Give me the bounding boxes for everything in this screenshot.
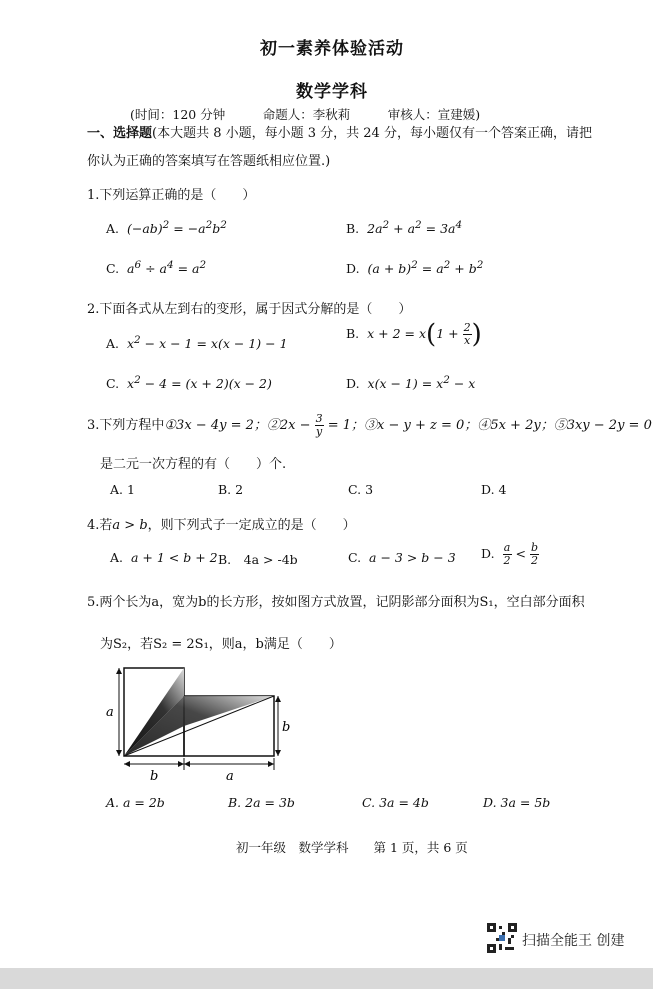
q2-d-expr: $x(x - 1) = x^2 - x$ bbox=[367, 374, 476, 392]
q4-stem-suffix: ，则下列式子一定成立的是（ ） bbox=[147, 518, 356, 533]
arrowhead bbox=[116, 668, 122, 674]
q1-option-c bbox=[106, 259, 206, 276]
arrowhead bbox=[124, 761, 130, 767]
q2-option-a bbox=[106, 334, 288, 351]
q2-b-expr: x + 2 = x(1 + $\frac{2}{x}$ ) bbox=[367, 319, 482, 350]
option-label: A. bbox=[106, 221, 120, 237]
q1-option-d bbox=[346, 259, 483, 276]
q3-stem-prefix: 3.下列方程中 bbox=[87, 418, 165, 433]
option-label: C. bbox=[106, 376, 120, 392]
exam-info: (时间：120 分钟 命题人：李秋莉 审核人：宣建媛) bbox=[130, 107, 481, 122]
option-label: B. bbox=[346, 326, 360, 341]
page-title: 初一素养体验活动 bbox=[260, 39, 404, 59]
question-3-stem bbox=[87, 413, 652, 438]
option-label: C. bbox=[348, 550, 362, 565]
question-4-stem bbox=[87, 514, 356, 533]
label-a-left: a bbox=[106, 705, 114, 720]
option-label: B. bbox=[346, 221, 360, 237]
section-heading: 一、选择题 bbox=[87, 126, 153, 141]
q3-option-c: C. 3 bbox=[348, 482, 374, 497]
arrowhead bbox=[275, 696, 281, 702]
q5-rectangles-figure bbox=[100, 660, 290, 784]
scanner-stamp-text: 扫描全能王 创建 bbox=[522, 933, 625, 949]
q3-option-b: B. 2 bbox=[218, 482, 244, 497]
question-1-stem: 1.下列运算正确的是（ ） bbox=[87, 188, 256, 203]
question-5-stem-line1: 5.两个长为a，宽为b的长方形，按如图方式放置，记阴影部分面积为S₁，空白部分面积 bbox=[87, 595, 585, 610]
q1-option-b bbox=[346, 219, 462, 236]
arrowhead bbox=[184, 761, 190, 767]
q4-option-d bbox=[481, 542, 539, 567]
bottom-gray-bar bbox=[0, 968, 653, 989]
q4-a-expr: a + 1 < b + 2 bbox=[130, 550, 218, 565]
option-label: D. bbox=[481, 546, 495, 561]
q3-option-a: A. 1 bbox=[110, 482, 135, 497]
q1-a-expr: $(-ab)^2 = -a^2b^2$ bbox=[126, 219, 227, 237]
question-3-stem-line2: 是二元一次方程的有（ ）个. bbox=[100, 457, 287, 472]
page-footer: 初一年级 数学学科 第 1 页，共 6 页 bbox=[236, 840, 468, 855]
q1-b-expr: $2a^2 + a^2 = 3a^4$ bbox=[367, 219, 463, 237]
q5-option-c: C. 3a = 4b bbox=[362, 795, 429, 810]
q2-option-b bbox=[346, 319, 482, 350]
arrowhead bbox=[178, 761, 184, 767]
q4-c-expr: a − 3 > b − 3 bbox=[369, 550, 456, 565]
q4-condition: a > b bbox=[112, 518, 148, 533]
label-b-right: b bbox=[282, 720, 290, 735]
q2-a-expr: $x^2 - x - 1 = x(x - 1) - 1$ bbox=[126, 334, 288, 352]
q3-equations: ①3x − 4y = 2；②2x − $\frac{3}{y}$ = 1；③x − y + z = 0；④5x + 2y；⑤3xy − 2y = 0 bbox=[164, 412, 652, 438]
qr-code-icon bbox=[487, 923, 517, 953]
arrowhead bbox=[275, 750, 281, 756]
question-2-stem: 2.下面各式从左到右的变形，属于因式分解的是（ ） bbox=[87, 302, 412, 317]
q1-d-expr: $(a + b)^2 = a^2 + b^2$ bbox=[367, 259, 484, 277]
q2-option-d bbox=[346, 374, 475, 391]
q4-option-a bbox=[110, 550, 218, 565]
q3-option-d: D. 4 bbox=[481, 482, 507, 497]
q5-option-b: B. 2a = 3b bbox=[228, 795, 295, 810]
q4-option-b: B. 4a > -4b bbox=[218, 552, 298, 567]
q1-c-expr: $a^6 \div a^4 = a^2$ bbox=[127, 259, 207, 277]
label-b-bottom: b bbox=[150, 769, 159, 784]
arrowhead bbox=[116, 750, 122, 756]
section-desc-line1: (本大题共 8 小题，每小题 3 分，共 24 分，每小题仅有一个答案正确，请把 bbox=[152, 126, 592, 141]
section-intro bbox=[87, 122, 592, 141]
q4-d-expr: $\frac{a}{2}$ < $\frac{b}{2}$ bbox=[503, 541, 538, 567]
q5-option-d: D. 3a = 5b bbox=[483, 795, 551, 810]
q2-c-expr: $x^2 - 4 = (x + 2)(x - 2)$ bbox=[127, 374, 272, 392]
q1-option-a bbox=[106, 219, 227, 236]
option-label: D. bbox=[346, 261, 360, 277]
page-subtitle: 数学学科 bbox=[296, 82, 368, 102]
option-label: A. bbox=[110, 550, 124, 565]
q5-option-a: A. a = 2b bbox=[106, 795, 165, 810]
q4-stem-prefix: 4.若 bbox=[87, 518, 113, 533]
option-label: C. bbox=[106, 261, 120, 277]
section-desc-line2: 你认为正确的答案填写在答题纸相应位置.) bbox=[87, 154, 331, 169]
option-label: A. bbox=[106, 336, 120, 352]
option-label: D. bbox=[346, 376, 360, 392]
arrowhead bbox=[268, 761, 274, 767]
q4-option-c bbox=[348, 550, 456, 565]
question-5-stem-line2: 为S₂，若S₂ = 2S₁，则a，b满足（ ） bbox=[100, 637, 342, 652]
q2-option-c bbox=[106, 374, 272, 391]
label-a-bottom: a bbox=[226, 769, 234, 784]
